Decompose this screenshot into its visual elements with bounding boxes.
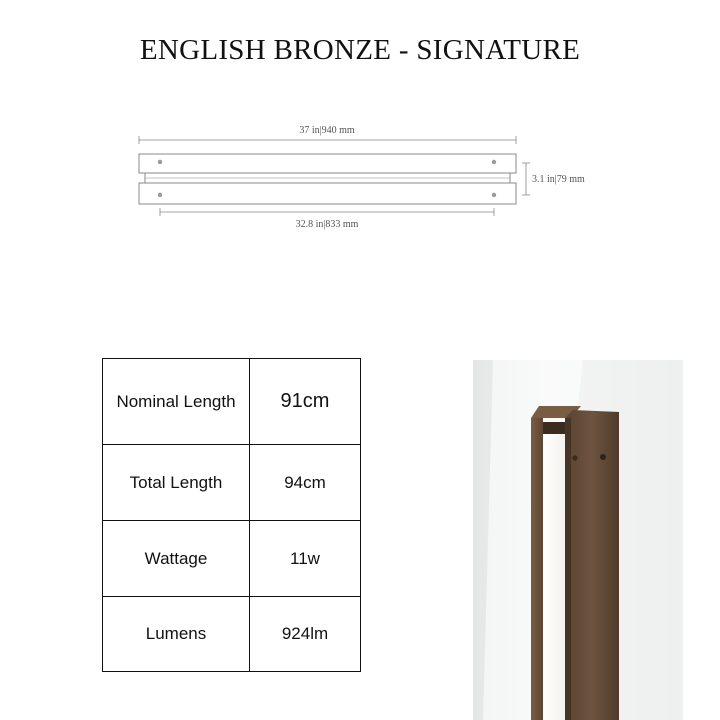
product-photo — [473, 360, 683, 720]
mount-width-dimension — [160, 208, 494, 230]
table-row — [103, 359, 361, 445]
table-row — [103, 521, 361, 597]
mount-width-label: 32.8 in|833 mm — [295, 219, 359, 230]
spec-value: 924lm — [250, 597, 361, 672]
overall-width-label: 37 in|940 mm — [299, 125, 355, 136]
spec-value: 94cm — [250, 445, 361, 521]
spec-label: Lumens — [103, 597, 250, 672]
height-label: 3.1 in|79 mm — [532, 174, 585, 185]
page-title: ENGLISH BRONZE - SIGNATURE — [139, 34, 581, 66]
dimension-drawing — [0, 0, 720, 240]
table-row — [103, 445, 361, 521]
spec-label: Nominal Length — [103, 359, 250, 445]
table-row — [103, 597, 361, 672]
spec-label: Wattage — [103, 521, 250, 597]
spec-table — [102, 358, 361, 672]
spec-value: 11w — [250, 521, 361, 597]
spec-value: 91cm — [250, 359, 361, 445]
fixture-outline — [139, 154, 516, 204]
height-dimension — [522, 163, 585, 195]
mounting-screws — [158, 160, 496, 197]
overall-width-dimension — [139, 125, 516, 144]
spec-label: Total Length — [103, 445, 250, 521]
